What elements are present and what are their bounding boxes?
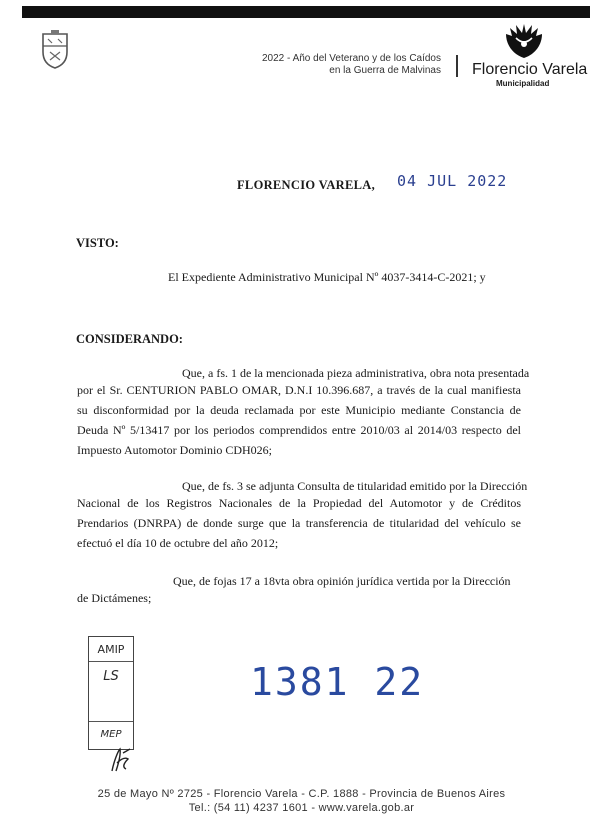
footer-contact: Tel.: (54 11) 4237 1601 - www.varela.gob.ar	[188, 802, 415, 814]
paragraph-1-first-line: Que, a fs. 1 de la mencionada pieza administrativa, obra nota presentada	[182, 366, 530, 380]
considerando-heading: CONSIDERANDO:	[76, 332, 183, 346]
place-heading: FLORENCIO VARELA,	[237, 178, 375, 192]
stamp-divider-2	[89, 721, 133, 722]
commemorative-year-text	[262, 53, 441, 77]
year-line-2: en la Guerra de Malvinas	[329, 65, 441, 76]
top-scan-bar	[22, 6, 590, 18]
brand-name: Florencio Varela	[472, 61, 588, 78]
paragraph-3-body: de Dictámenes;	[77, 591, 152, 605]
header-divider	[456, 55, 458, 77]
stamp-label-top: AMIP	[97, 643, 125, 656]
paragraph-2-body: Nacional de los Registros Nacionales de la Propiedad del Automotor y de Créditos Prendarios (DNRPA) de donde surge que la transferencia de titularidad del vehículo se efectuó el día 10 de octubre del año 2012;	[77, 496, 521, 550]
year-line-1: 2022 - Año del Veterano y de los Caídos	[261, 53, 441, 64]
stamp-divider-1	[89, 661, 133, 662]
visto-text: El Expediente Administrativo Municipal Nº 4037-3414-C-2021; y	[168, 270, 486, 284]
footer-address: 25 de Mayo Nº 2725 - Florencio Varela - C.P. 1888 - Provincia de Buenos Aires	[97, 788, 506, 800]
coat-of-arms-icon	[40, 30, 70, 70]
paragraph-1-body: por el Sr. CENTURION PABLO OMAR, D.N.I 10.396.687, a través de la cual manifiesta su disconformidad por la deuda reclamada por este Municipio mediante Constancia de Deuda Nº 5/13417 por los periodos comprendidos entre 2010/03 al 2014/03 respecto del Impuesto Automotor Dominio CDH026;	[77, 383, 521, 457]
handwritten-signature-icon	[108, 745, 136, 775]
stamp-label-bottom: MEP	[100, 729, 122, 740]
brand-subtitle: Municipalidad	[496, 79, 550, 88]
resolution-number-stamp: 1381 22	[250, 660, 425, 704]
municipality-logo-icon	[498, 24, 550, 60]
routing-stamp-box	[88, 636, 134, 750]
visto-heading: VISTO:	[76, 236, 119, 250]
stamp-initials: LS	[103, 669, 119, 684]
date-stamp: 04 JUL 2022	[397, 172, 508, 190]
paragraph-3-first-line: Que, de fojas 17 a 18vta obra opinión jurídica vertida por la Dirección	[173, 574, 511, 588]
paragraph-2-first-line: Que, de fs. 3 se adjunta Consulta de titularidad emitido por la Dirección	[182, 479, 528, 493]
